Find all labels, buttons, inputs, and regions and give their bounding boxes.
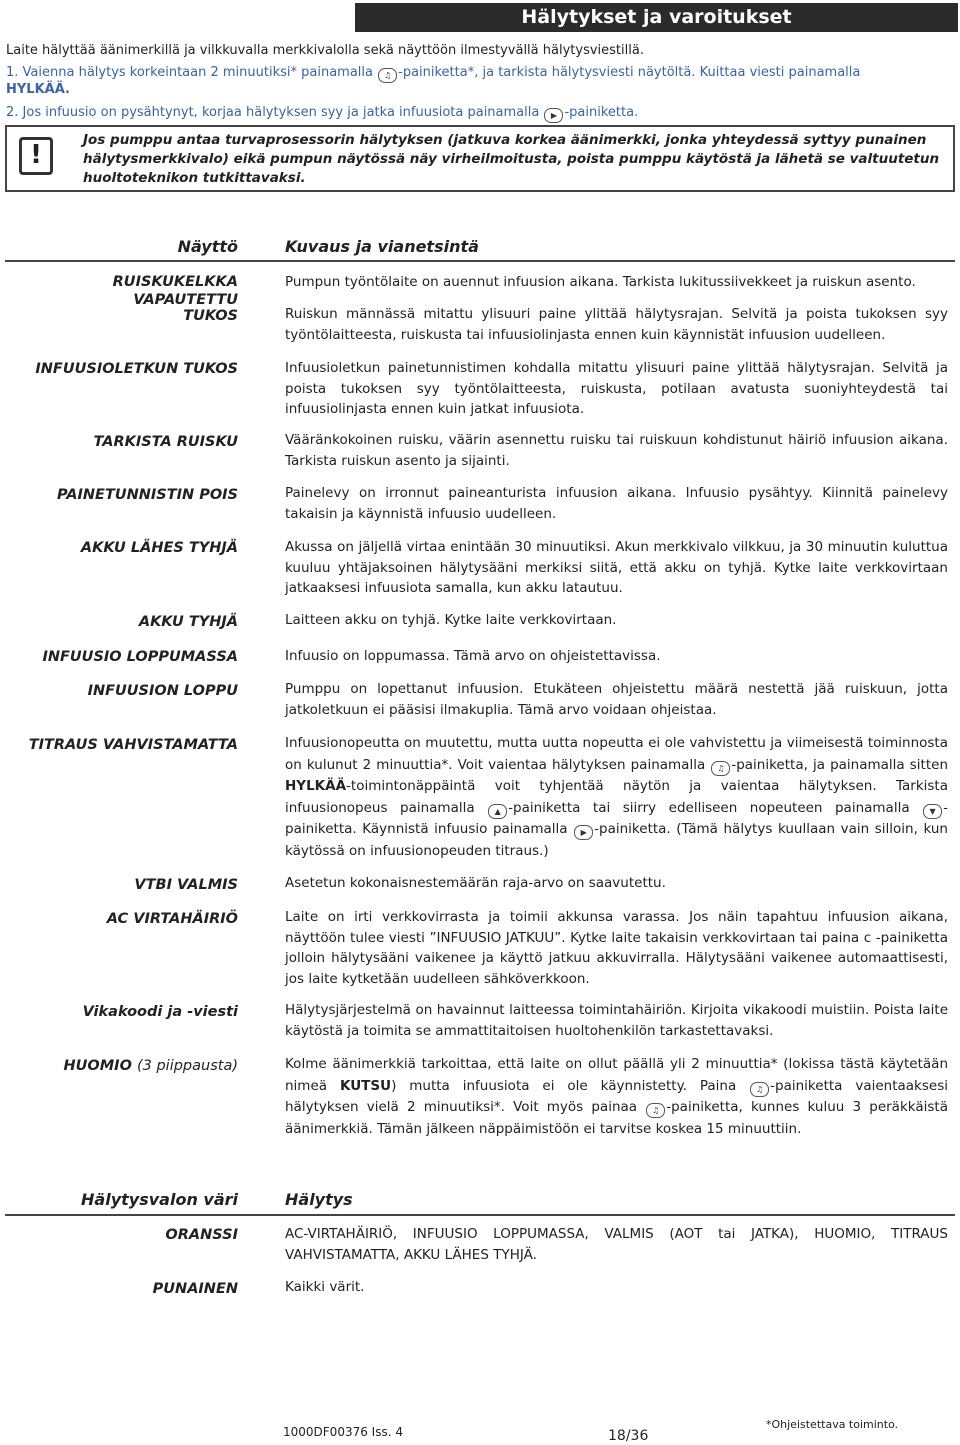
display-cell: TARKISTA RUISKU [93,434,238,450]
description-text: -painiketta. Käynnistä infuusio painamalla [285,799,948,837]
intro-line: Laite hälyttää äänimerkillä ja vilkkuvalla merkkivalolla sekä näyttöön ilmestyvällä hälytysviestillä. [6,43,644,58]
alarm-list-cell: AC-VIRTAHÄIRIÖ, INFUUSIO LOPPUMASSA, VALMIS (AOT tai JATKA), HUOMIO, TITRAUS VAHVISTAMATTA, AKKU LÄHES TYHJÄ. [285,1226,948,1263]
display-cell: INFUUSION LOPPU [87,683,238,699]
step-2 [6,105,638,123]
document-code: 1000DF00376 Iss. 4 [283,1425,403,1439]
column-header-light-color: Hälytysvalon väri [81,1190,238,1209]
display-cell: INFUUSIO LOPPUMASSA [42,649,238,665]
run-button-icon: ▶ [574,825,593,840]
description-text: -painiketta, ja painamalla sitten [731,756,949,773]
display-cell: VTBI VALMIS [134,877,238,893]
description-cell: Infuusioletkun painetunnistimen kohdalla mitattu ylisuuri paine ylittää hälytysrajan. Selvitä ja poista tukoksen syy työntölaitteesta, ruiskusta, potilaan avatusta suoniyhteydestä tai infuusiolinjasta ennen kuin jatkat infuusiota. [285,360,948,417]
display-cell: TITRAUS VAHVISTAMATTA [28,737,238,753]
description-text: Infuusionopeutta on muutettu, mutta uutta nopeutta ei ole vahvistettu ja viimeisestä toiminnosta on kulunut 2 minuuttia*. Voit vaientaa hälytyksen painamalla [285,735,948,773]
step-number: 2. [6,105,19,120]
display-cell: Vikakoodi ja -viesti [82,1004,238,1020]
display-cell: PAINETUNNISTIN POIS [57,487,238,503]
description-cell: Painelevy on irronnut paineanturista infuusion aikana. Infuusio pysähtyy. Kiinnitä painelevy takaisin ja käynnistä infuusio uudelleen. [285,485,948,522]
run-button-icon: ▶ [544,108,563,123]
table-divider [5,1214,955,1216]
description-text: -painiketta tai siirry edelliseen nopeuteen painamalla [508,799,910,816]
step-2-text-a: Jos infuusio on pysähtynyt, korjaa hälytyksen syy ja jatka infuusiota painamalla [22,105,540,120]
display-extra-text: (3 piippausta) [136,1058,238,1074]
step-1-text-c: HYLKÄÄ. [6,82,70,97]
description-cell: Ruiskun männässä mitattu ylisuuri paine ylittää hälytysrajan. Selvitä ja poista tukoksen syy työntölaitteesta, ruiskusta tai infuusiolinjasta ennen kuin käynnistät infuusion uudelleen. [285,306,948,343]
display-cell: RUISKUKELKKA VAPAUTETTU [112,274,238,308]
step-number: 1. [6,65,19,80]
color-cell: ORANSSI [165,1227,238,1243]
description-cell [285,733,948,862]
description-cell: Infuusio on loppumassa. Tämä arvo on ohjeistettavissa. [285,648,661,664]
step-1-cont [6,82,70,98]
softkey-label: HYLKÄÄ [285,778,347,794]
display-cell [5,1057,238,1075]
silence-button-icon: ♫ [646,1103,665,1118]
description-cell: Akussa on jäljellä virtaa enintään 30 minuutiksi. Akun merkkivalo vilkkuu, ja 30 minuutin kuluttua kuuluu yhtäjaksoinen hälytysääni merkiksi siitä, että akku on tyhjä. Kytke laite verkkovirtaan jatkaaksesi infuusiota samalla, kun akku latautuu. [285,539,948,596]
warning-text: Jos pumppu antaa turvaprosessorin hälytyksen (jatkuva korkea äänimerkki, jonka yhteydessä syttyy punainen hälytysmerkkivalo) eikä pumpun näytössä näy virheilmoitusta, poista pumppu käytöstä ja lähetä se valtuutetun huoltoteknikon tutkittavaksi. [83,132,940,186]
alarm-list-cell: Kaikki värit. [285,1279,365,1295]
description-cell: Pumpun työntölaite on auennut infuusion aikana. Tarkista lukitussiivekkeet ja ruiskun asento. [285,274,916,290]
page-number: 18/36 [608,1428,649,1444]
display-cell: INFUUSIOLETKUN TUKOS [35,361,238,377]
up-button-icon: ▲ [488,804,507,819]
description-text: Kolme äänimerkkiä tarkoittaa, että laite on ollut päällä yli 2 minuuttia* (lokissa tästä käytetään nimeä [285,1056,948,1094]
description-cell: Laite on irti verkkovirrasta ja toimii akkunsa varassa. Jos näin tapahtuu infuusion aikana, näyttöön tulee viesti ”INFUUSIO JATKUU”. Kytke laite takaisin verkkovirtaan tai paina c -painiketta jolloin hälytysääni vaikenee ja käyttö jatkuu akkuvirralla. Hälytysääni vaikenee automaattisesti, jos laite kytketään uudelleen sähköverkkoon. [285,909,948,987]
silence-button-icon: ♫ [750,1082,769,1097]
display-cell: AKKU LÄHES TYHJÄ [80,540,238,556]
column-header-display: Näyttö [177,237,238,256]
display-cell: AC VIRTAHÄIRIÖ [106,911,238,927]
description-cell: Hälytysjärjestelmä on havainnut laitteessa toimintahäiriön. Kirjoita vikakoodi muistiin. Poista laite käytöstä ja toimita se ammattitaitoisen huoltohenkilön tarkastettavaksi. [285,1002,948,1039]
log-name-label: KUTSU [339,1077,392,1094]
description-text: -painiketta, kunnes kuluu 3 peräkkäistä äänimerkkiä. Tämän jälkeen näppäimistöön ei tarvitse koskea 15 minuuttiin. [285,1099,948,1137]
footnote: *Ohjeistettava toiminto. [766,1418,899,1431]
description-cell: Asetetun kokonaisnestemäärän raja-arvo on saavutettu. [285,875,666,891]
description-cell: Vääränkokoinen ruisku, väärin asennettu ruisku tai ruiskuun kohdistunut häiriö infuusion aikana. Tarkista ruiskun asento ja sijainti. [285,432,948,469]
column-header-alarm: Hälytys [285,1190,353,1209]
display-cell: TUKOS [183,308,238,324]
step-2-text-b: -painiketta. [564,105,639,120]
description-cell: Laitteen akku on tyhjä. Kytke laite verkkovirtaan. [285,612,617,628]
silence-button-icon: ♫ [378,68,397,83]
description-cell [285,1054,948,1140]
warning-icon: ! [19,137,53,175]
page-header: Hälytykset ja varoitukset [355,3,958,32]
color-cell: PUNAINEN [152,1281,238,1297]
description-text: -toimintonäppäintä voit tyhjentää näytön ja vaientaa hälytyksen. Tarkista infuusionopeus painamalla [285,778,948,816]
step-1 [6,65,860,83]
warning-box [5,125,955,192]
step-1-text-b: -painiketta*, ja tarkista hälytysviesti näytöltä. Kuittaa viesti painamalla [398,65,861,80]
column-header-description: Kuvaus ja vianetsintä [285,237,479,256]
description-cell: Pumppu on lopettanut infuusion. Etukäteen ohjeistettu määrä nestettä jää ruiskuun, jotta jatkoletkuun ei pääsisi ilmakuplia. Tämä arvo voidaan ohjeistaa. [285,681,948,718]
display-text: HUOMIO [63,1058,132,1074]
down-button-icon: ▼ [923,804,942,819]
silence-button-icon: ♫ [711,761,730,776]
description-text: -painiketta vaientaaksesi hälytyksen vielä 2 minuutiksi*. Voit myös painaa [285,1077,949,1115]
description-text: -painiketta. (Tämä hälytys kuullaan vain silloin, kun käytössä on infuusionopeuden titraus.) [285,821,948,859]
step-1-text-a: Vaienna hälytys korkeintaan 2 minuutiksi* painamalla [22,65,373,80]
table-divider [5,260,955,262]
display-cell: AKKU TYHJÄ [138,614,238,630]
description-text: ) mutta infuusiota ei ole käynnistetty. Paina [391,1077,737,1094]
